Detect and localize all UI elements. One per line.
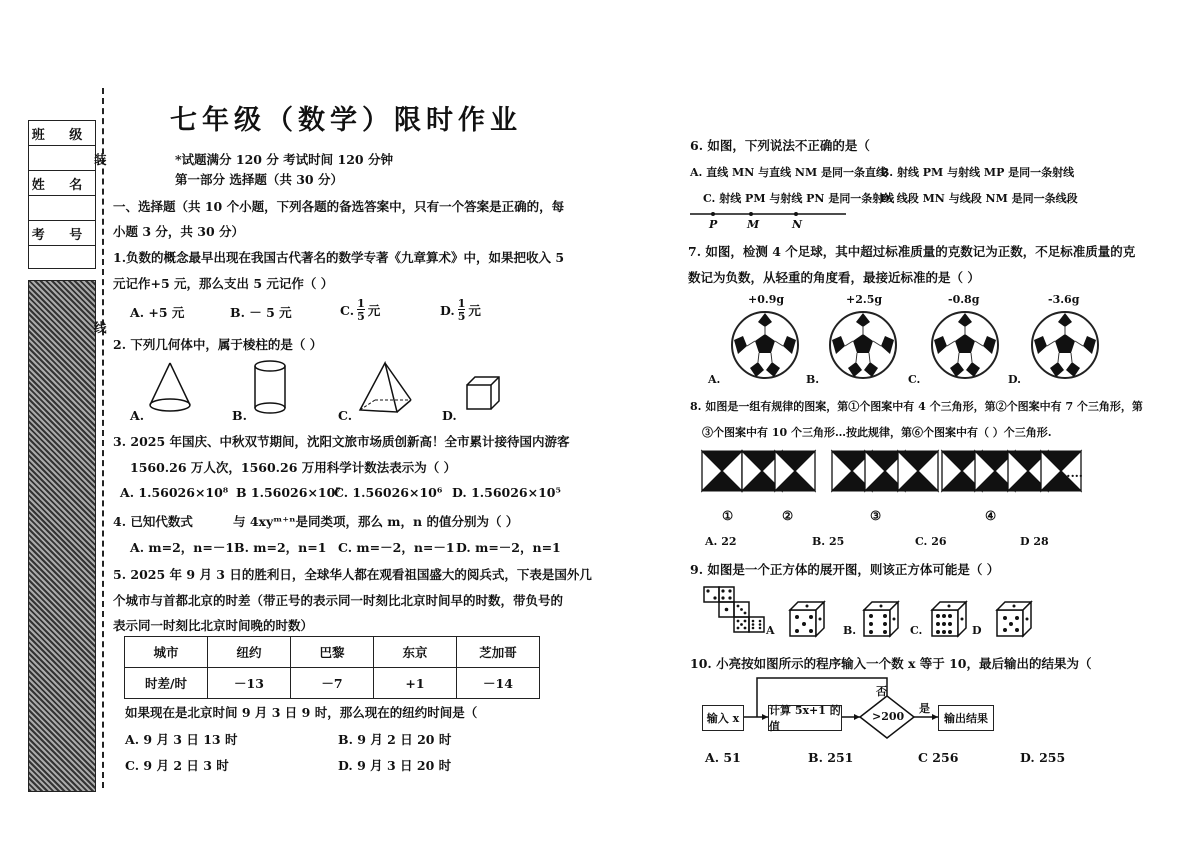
- q5-option-c[interactable]: C. 9 月 2 日 3 时: [125, 758, 229, 773]
- q3-option-b[interactable]: B 1.56026×10⁷: [236, 485, 341, 500]
- class-field[interactable]: [29, 146, 95, 171]
- q6-option-a[interactable]: A. 直线 MN 与直线 NM 是同一条直线: [690, 166, 887, 179]
- time-difference-table: [124, 636, 540, 699]
- table-cell: －7: [291, 668, 374, 699]
- q1-d-denominator: 5: [457, 310, 466, 323]
- q9-option-b[interactable]: B.: [843, 624, 857, 637]
- q8-option-a[interactable]: A. 22: [705, 535, 737, 548]
- seal-char-top: 装: [94, 152, 107, 167]
- class-label: 班 级: [29, 121, 95, 146]
- q8-line2: ③个图案中有 10 个三角形…按此规律，第⑥个图案中有（ ）个三角形.: [702, 426, 1052, 439]
- table-cell: 芝加哥: [457, 637, 540, 668]
- q1-c-numerator: 1: [357, 297, 365, 310]
- q2-option-c[interactable]: C.: [338, 408, 353, 423]
- q4-option-c[interactable]: C. m=－2，n=－1: [338, 540, 455, 555]
- q5-option-a[interactable]: A. 9 月 3 日 13 时: [125, 732, 238, 747]
- name-field[interactable]: [29, 196, 95, 221]
- q5-option-b[interactable]: B. 9 月 2 日 20 时: [338, 732, 452, 747]
- soccer-ball-icon: [930, 310, 1000, 380]
- student-info-box: [28, 120, 96, 269]
- die-option-icon: [995, 600, 1033, 638]
- exam-info: *试题满分 120 分 考试时间 120 分钟: [175, 152, 393, 167]
- table-cell: －13: [208, 668, 291, 699]
- q5-option-d[interactable]: D. 9 月 3 日 20 时: [338, 758, 452, 773]
- flow-input-box: 输入 x: [702, 705, 744, 731]
- pattern-label-1: ①: [722, 508, 734, 523]
- table-cell: 城市: [125, 637, 208, 668]
- q1-d-numerator: 1: [457, 297, 466, 310]
- q5-line1: 5. 2025 年 9 月 3 日的胜利日，全球华人都在观看祖国盛大的阅兵式，下表是国外几: [113, 567, 592, 582]
- section1-line1: 一、选择题（共 10 个小题，下列各题的备选答案中，只有一个答案是正确的，每: [113, 199, 565, 214]
- q4-option-a[interactable]: A. m=2，n=－1: [130, 540, 235, 555]
- point-m-label: M: [747, 218, 760, 231]
- q10-option-c[interactable]: C 256: [918, 750, 959, 765]
- flow-condition-label: >200: [872, 710, 905, 723]
- flow-yes-label: 是: [919, 702, 930, 715]
- soccer-ball-icon: [730, 310, 800, 380]
- seal-char-mid: 线: [94, 320, 107, 335]
- soccer-ball-icon: [828, 310, 898, 380]
- q6-option-b[interactable]: B. 射线 PM 与射线 MP 是同一条射线: [880, 166, 1075, 179]
- q8-option-c[interactable]: C. 26: [915, 535, 947, 548]
- q7-line1: 7. 如图，检测 4 个足球，其中超过标准质量的克数记为正数，不足标准质量的克: [688, 244, 1136, 259]
- ball-weight-label: +2.5g: [846, 293, 883, 306]
- q1-option-c-unit: 元: [367, 303, 381, 318]
- ball-weight-label: +0.9g: [748, 293, 785, 306]
- q6-option-d[interactable]: D. 线段 MN 与线段 NM 是同一条线段: [880, 192, 1078, 205]
- table-cell: 巴黎: [291, 637, 374, 668]
- table-cell: －14: [457, 668, 540, 699]
- id-field[interactable]: [29, 246, 95, 268]
- q7-option[interactable]: B.: [806, 373, 820, 386]
- q7-option[interactable]: C.: [908, 373, 921, 386]
- q5-line2: 个城市与首都北京的时差（带正号的表示同一时刻比北京时间早的时数，带负号的: [113, 593, 564, 608]
- q10-option-d[interactable]: D. 255: [1020, 750, 1066, 765]
- ball-weight-label: -0.8g: [948, 293, 980, 306]
- cube-figure: [465, 375, 501, 411]
- q10-stem: 10. 小亮按如图所示的程序输入一个数 x 等于 10，最后输出的结果为（: [690, 656, 1092, 671]
- q8-line1: 8. 如图是一组有规律的图案，第①个图案中有 4 个三角形，第②个图案中有 7 个三角形，第: [690, 400, 1143, 413]
- triangle-unit: [898, 451, 938, 491]
- id-label: 考 号: [29, 221, 95, 246]
- q3-option-c[interactable]: C. 1.56026×10⁶: [334, 485, 443, 500]
- cube-net-figure: [703, 586, 765, 638]
- pattern-label-2: ②: [782, 508, 794, 523]
- triangle-unit: [702, 451, 742, 491]
- q2-option-b[interactable]: B.: [232, 408, 247, 423]
- part1-heading: 第一部分 选择题（共 30 分）: [175, 172, 343, 187]
- cylinder-figure: [250, 358, 290, 418]
- q10-option-a[interactable]: A. 51: [705, 750, 741, 765]
- q1-option-d-fraction: [458, 298, 466, 322]
- q1-option-c-letter: C.: [340, 302, 355, 318]
- q4-option-b[interactable]: B. m=2，n=1: [234, 540, 327, 555]
- q8-option-d[interactable]: D 28: [1020, 535, 1049, 548]
- table-row: [125, 668, 540, 699]
- q1-option-d[interactable]: [440, 298, 481, 322]
- q9-option-a[interactable]: A: [766, 624, 775, 637]
- q1-option-c[interactable]: [340, 298, 380, 322]
- page-title: 七年级（数学）限时作业: [170, 105, 522, 136]
- table-cell: 纽约: [208, 637, 291, 668]
- table-cell: 时差/时: [125, 668, 208, 699]
- die-option-icon: [930, 600, 968, 638]
- q2-option-a[interactable]: A.: [130, 408, 145, 423]
- hatched-binding-strip: [28, 280, 96, 792]
- q1-line2: 元记作+5 元，那么支出 5 元记作（ ）: [113, 276, 334, 291]
- pattern-ellipsis: ……: [1058, 465, 1083, 480]
- q1-option-c-fraction: [357, 298, 365, 322]
- table-header-row: [125, 637, 540, 668]
- q4-stem-b: 与 4xyᵐ⁺ⁿ是同类项，那么 m，n 的值分别为（ ）: [233, 514, 519, 529]
- point-p-label: P: [709, 218, 718, 231]
- flow-no-label: 否: [876, 685, 887, 698]
- q4-stem-a: 4. 已知代数式: [113, 514, 193, 529]
- cone-figure: [145, 360, 195, 418]
- q7-line2: 数记为负数，从轻重的角度看，最接近标准的是（ ）: [688, 270, 980, 285]
- q7-option[interactable]: A.: [708, 373, 721, 386]
- name-label: 姓 名: [29, 171, 95, 196]
- q3-line1: 3. 2025 年国庆、中秋双节期间，沈阳文旅市场质创新高！全市累计接待国内游客: [113, 434, 570, 449]
- ball-weight-label: -3.6g: [1048, 293, 1080, 306]
- soccer-ball-icon: [1030, 310, 1100, 380]
- pattern-label-4: ④: [985, 508, 997, 523]
- q1-option-a[interactable]: A. +5 元: [130, 305, 185, 320]
- q5-question: 如果现在是北京时间 9 月 3 日 9 时，那么现在的纽约时间是（: [125, 705, 478, 720]
- q6-option-c[interactable]: C. 射线 PM 与射线 PN 是同一条射线: [703, 192, 895, 205]
- section1-line2: 小题 3 分，共 30 分）: [113, 224, 245, 239]
- point-n-label: N: [792, 218, 803, 231]
- q8-option-b[interactable]: B. 25: [812, 535, 845, 548]
- q4-option-d[interactable]: D. m=－2，n=1: [456, 540, 561, 555]
- seal-line: [102, 88, 104, 788]
- flow-calc-box: 计算 5x+1 的值: [769, 704, 841, 733]
- q1-line1: 1.负数的概念最早出现在我国古代著名的数学专著《九章算术》中，如果把收入 5: [113, 250, 565, 265]
- table-cell: 东京: [374, 637, 457, 668]
- q1-option-d-letter: D.: [440, 302, 455, 318]
- pyramid-figure: [355, 360, 415, 418]
- q3-option-d[interactable]: D. 1.56026×10⁵: [452, 485, 561, 500]
- q5-line3: 表示同一时刻比北京时间晚的时数）: [113, 618, 314, 633]
- pattern-label-3: ③: [870, 508, 882, 523]
- q9-stem: 9. 如图是一个正方体的展开图，则该正方体可能是（ ）: [690, 562, 1000, 577]
- triangle-pattern-figure: [700, 446, 1090, 496]
- q2-option-d[interactable]: D.: [442, 408, 457, 423]
- q10-option-b[interactable]: B. 251: [808, 750, 854, 765]
- die-option-icon: [862, 600, 900, 638]
- q6-stem: 6. 如图，下列说法不正确的是（: [690, 138, 870, 153]
- q9-option-d[interactable]: D: [972, 624, 982, 637]
- die-option-icon: [788, 600, 826, 638]
- q1-option-b[interactable]: B. － 5 元: [230, 305, 292, 320]
- q2-stem: 2. 下列几何体中，属于棱柱的是（ ）: [113, 337, 323, 352]
- flow-output-box: 输出结果: [938, 705, 994, 731]
- q1-c-denominator: 5: [357, 310, 365, 323]
- triangle-unit: [775, 451, 815, 491]
- q9-option-c[interactable]: C.: [910, 624, 923, 637]
- q1-option-d-unit: 元: [468, 303, 481, 318]
- q3-option-a[interactable]: A. 1.56026×10⁸: [120, 485, 229, 500]
- table-cell: +1: [374, 668, 457, 699]
- q7-option[interactable]: D.: [1008, 373, 1021, 386]
- q3-line2: 1560.26 万人次，1560.26 万用科学计数法表示为（ ）: [130, 460, 457, 475]
